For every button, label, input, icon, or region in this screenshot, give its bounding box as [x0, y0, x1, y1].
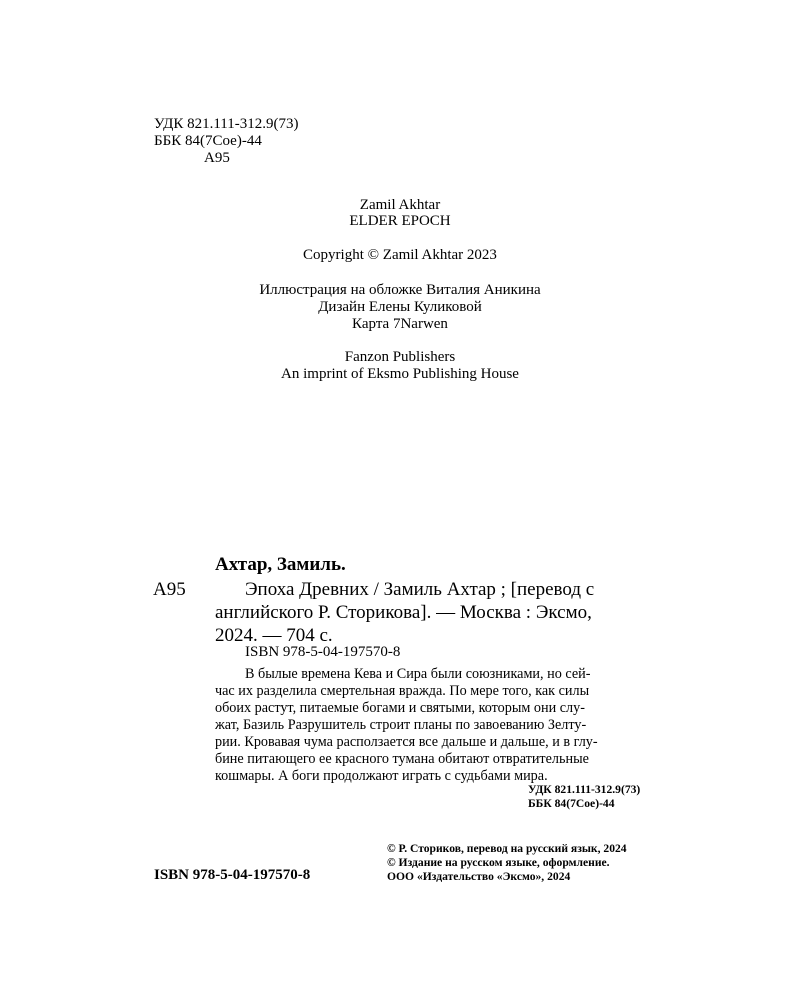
original-author: Zamil Akhtar [359, 197, 441, 213]
annotation-line: обоих растут, питаемые богами и святыми, которым они слу- [215, 700, 585, 716]
original-copyright: Copyright © Zamil Akhtar 2023 [303, 247, 497, 263]
record-bbk: ББК 84(7Сое)-44 [528, 797, 615, 810]
record-heading: Ахтар, Замиль. [215, 554, 346, 575]
record-description-line: английского Р. Сторикова]. — Москва : Эксмо, [215, 602, 592, 623]
annotation-line: час их разделила смертельная вражда. По мере того, как силы [215, 683, 590, 699]
annotation-line: кошмары. А боги продолжают играть с судьбами мира. [215, 768, 548, 784]
footer-copyright-line: © Издание на русском языке, оформление. [387, 856, 610, 869]
annotation-line: жат, Базиль Разрушитель строит планы по завоеванию Зелту- [215, 717, 587, 733]
credit-design: Дизайн Елены Куликовой [318, 299, 482, 315]
publisher-name: Fanzon Publishers [344, 349, 456, 365]
classification-bbk: ББК 84(7Сое)-44 [154, 133, 262, 149]
record-author-mark: А95 [153, 579, 186, 600]
record-description-line: Эпоха Древних / Замиль Ахтар ; [перевод с [245, 579, 595, 600]
classification-author-mark: А95 [204, 150, 230, 166]
record-description-line: 2024. — 704 с. [215, 625, 333, 646]
footer-isbn: ISBN 978-5-04-197570-8 [154, 867, 311, 883]
annotation-line: бине питающего ее красного тумана обитают отвратительные [215, 751, 589, 767]
credit-cover-illustration: Иллюстрация на обложке Виталия Аникина [259, 282, 541, 298]
annotation-line: рии. Кровавая чума расползается все дальше и дальше, и в глу- [215, 734, 598, 750]
classification-udk: УДК 821.111-312.9(73) [154, 116, 299, 132]
footer-copyright-line: ООО «Издательство «Эксмо», 2024 [387, 870, 571, 883]
original-title: ELDER EPOCH [349, 213, 451, 229]
credit-map: Карта 7Narwen [352, 316, 448, 332]
footer-copyright-line: © Р. Сториков, перевод на русский язык, 2024 [387, 842, 627, 855]
annotation-line: В былые времена Кева и Сира были союзниками, но сей- [245, 666, 591, 682]
record-udk: УДК 821.111-312.9(73) [528, 783, 641, 796]
record-isbn: ISBN 978-5-04-197570-8 [245, 644, 401, 660]
publisher-imprint: An imprint of Eksmo Publishing House [281, 366, 519, 382]
